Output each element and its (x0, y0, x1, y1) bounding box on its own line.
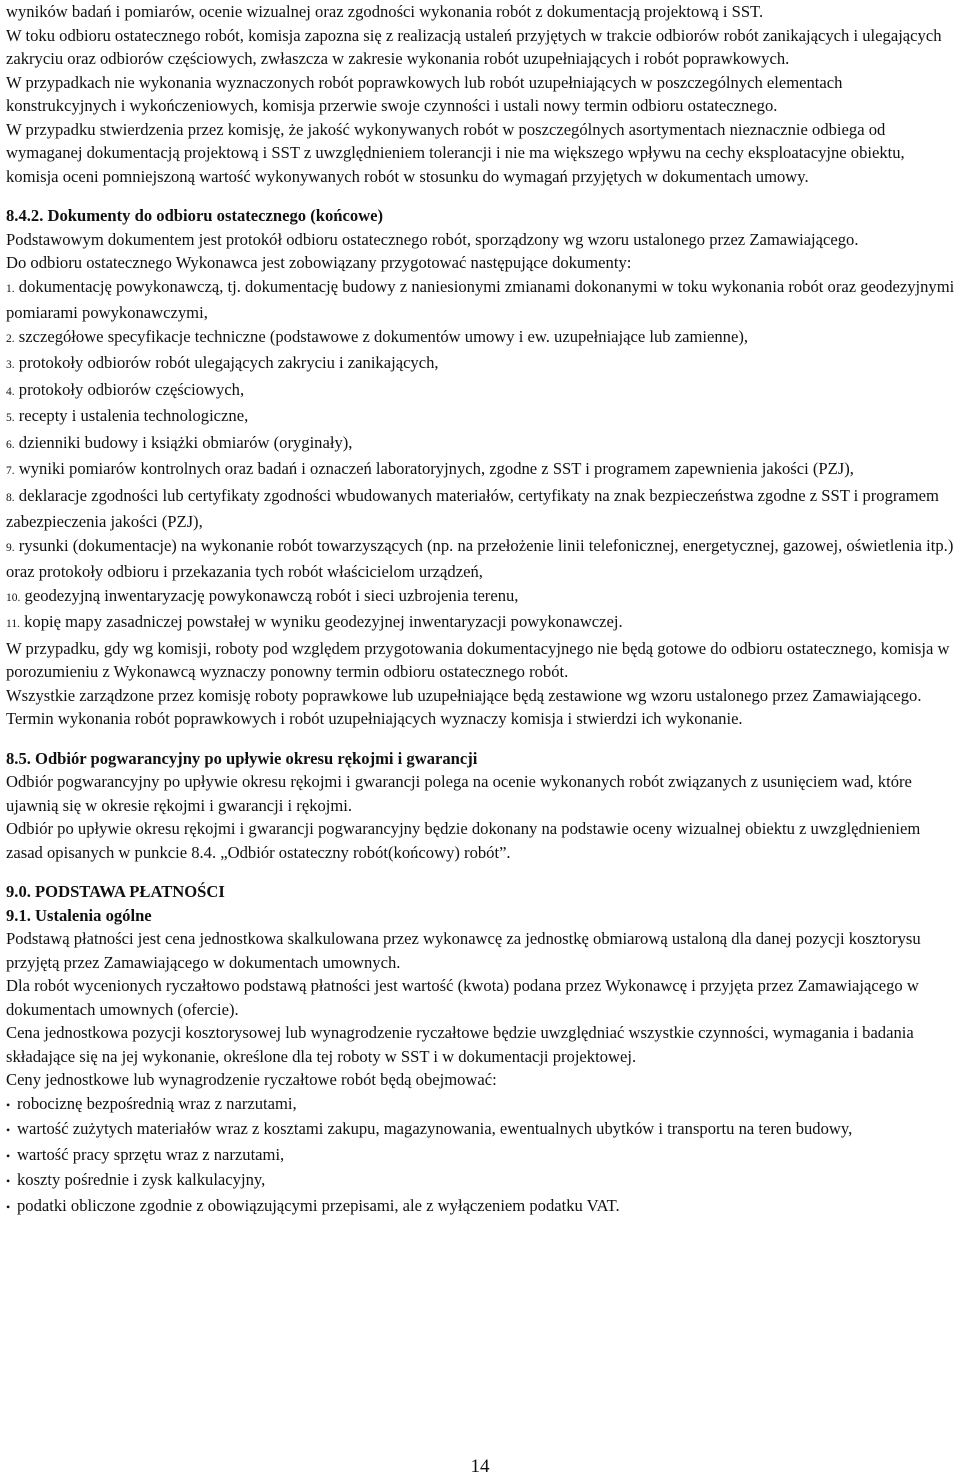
list-item (6, 457, 956, 484)
bullet-item (6, 1194, 956, 1220)
list-item (6, 610, 956, 637)
list-item-number: 7. (6, 465, 15, 477)
list-item-number: 4. (6, 385, 15, 398)
bullet-text: koszty pośrednie i zysk kalkulacyjny, (17, 1170, 266, 1189)
bullet-text: wartość zużytych materiałów wraz z kosztami zakupu, magazynowania, ewentualnych ubytków i transportu na teren budowy, (17, 1119, 853, 1138)
bullet-text: robociznę bezpośrednią wraz z narzutami, (17, 1093, 297, 1113)
intro-paragraph-1: W toku odbioru ostatecznego robót, komisja zapozna się z realizacją ustaleń przyjętych w trakcie odbiorów robót zanikających i ulegających zakryciu oraz odbiorów częściowych, zwłaszcza w zakresie wykonania robót uzupełniających i robót poprawkowych. (6, 25, 942, 68)
list-item-text: dokumentację powykonawczą, tj. dokumentację budowy z naniesionymi zmianami dokonanymi w toku wykonania robót oraz geodezyjnymi pomiarami powykonawczymi, (6, 276, 955, 322)
list-item (6, 325, 956, 352)
section-subheading-91: 9.1. Ustalenia ogólne (6, 905, 152, 925)
section-gap (6, 864, 956, 880)
s91-paragraph-4: Ceny jednostkowe lub wynagrodzenie ryczałtowe robót będą obejmować: (6, 1070, 497, 1089)
bullet-icon: • (6, 1097, 11, 1112)
s842-paragraph-4: Wszystkie zarządzone przez komisję roboty poprawkowe lub uzupełniające będą zestawione wg wzoru ustalonego przez Zamawiającego. (6, 685, 922, 705)
s91-paragraph-2: Dla robót wycenionych ryczałtowo podstawą płatności jest wartość (kwota) podana przez Wykonawcę i przyjęta przez Zamawiającego w dokumentach umownych (ofercie). (6, 976, 919, 1019)
bullet-icon: • (6, 1123, 11, 1137)
bullet-item (6, 1168, 956, 1194)
list-item-text: recepty i ustalenia technologiczne, (18, 406, 249, 425)
s91-paragraph-1: Podstawą płatności jest cena jednostkowa skalkulowana przez wykonawcę za jednostkę obmiarową ustaloną dla danej pozycji kosztorysu przyjętą przez Zamawiającego w dokumentach umownych. (6, 929, 921, 972)
section-gap (6, 188, 956, 204)
s842-paragraph-2: Do odbioru ostatecznego Wykonawca jest zobowiązany przygotować następujące dokumenty: (6, 253, 632, 272)
s85-paragraph-2: Odbiór po upływie okresu rękojmi i gwarancji pogwarancyjny będzie dokonany na podstawie oceny wizualnej obiektu z uwzględnieniem zasad opisanych w punkcie 8.4. „Odbiór ostateczny robót(końcowy) robót”. (6, 819, 921, 862)
section-heading-85: 8.5. Odbiór pogwarancyjny po upływie okresu rękojmi i gwarancji (6, 748, 478, 768)
list-item-text: szczegółowe specyfikacje techniczne (podstawowe z dokumentów umowy i ew. uzupełniające lub zamienne), (18, 326, 748, 346)
s842-paragraph-5: Termin wykonania robót poprawkowych i robót uzupełniających wyznaczy komisja i stwierdzi ich wykonanie. (6, 709, 743, 728)
bullet-text: wartość pracy sprzętu wraz z narzutami, (17, 1144, 285, 1164)
list-item-text: rysunki (dokumentacje) na wykonanie robót towarzyszących (np. na przełożenie linii telefonicznej, energetycznej, gazowej, oświetlenia itp.) oraz protokoły odbioru i przekazania tych robót właścicielom urządzeń, (6, 535, 954, 581)
list-item-number: 1. (6, 282, 15, 295)
intro-continuation: wyników badań i pomiarów, ocenie wizualnej oraz zgodności wykonania robót z dokumentacją projektową i SST. (6, 2, 764, 21)
bullet-icon: • (6, 1199, 11, 1214)
list-item-text: dzienniki budowy i książki obmiarów (oryginały), (18, 432, 353, 452)
document-page (6, 0, 956, 1219)
list-item (6, 404, 956, 431)
list-item-number: 8. (6, 491, 15, 504)
list-item (6, 484, 956, 534)
intro-paragraph-3: W przypadku stwierdzenia przez komisję, że jakość wykonywanych robót w poszczególnych asortymentach nieznacznie odbiega od wymaganej dokumentacją projektową i SST z uwzględnieniem tolerancji i nie ma większego wpływu na cechy eksploatacyjne obiektu, komisja oceni pomniejszoną wartość wykonywanych robót w stosunku do wymagań przyjętych w dokumentach umowy. (6, 119, 905, 186)
bullet-icon: • (6, 1174, 11, 1188)
list-item-text: deklaracje zgodności lub certyfikaty zgodności wbudowanych materiałów, certyfikaty na znak bezpieczeństwa zgodne z SST i programem zabezpieczenia jakości (PZJ), (6, 485, 939, 531)
list-item-number: 6. (6, 438, 15, 451)
bullet-item (6, 1143, 956, 1169)
list-item-number: 5. (6, 412, 15, 424)
list-item-number: 9. (6, 541, 15, 554)
section-heading-90: 9.0. PODSTAWA PŁATNOŚCI (6, 882, 225, 901)
list-item (6, 584, 956, 611)
list-item-number: 11. (6, 618, 20, 630)
list-item (6, 431, 956, 458)
list-item (6, 275, 956, 325)
bullet-icon: • (6, 1148, 11, 1163)
bullet-text: podatki obliczone zgodnie z obowiązującymi przepisami, ale z wyłączeniem podatku VAT. (17, 1195, 620, 1215)
s85-paragraph-1: Odbiór pogwarancyjny po upływie okresu rękojmi i gwarancji polega na ocenie wykonanych robót związanych z usunięciem wad, które ujawnią się w okresie rękojmi i gwarancji i rękojmi. (6, 772, 912, 815)
section-gap (6, 731, 956, 747)
s842-paragraph-1: Podstawowym dokumentem jest protokół odbioru ostatecznego robót, sporządzony wg wzoru ustalonego przez Zamawiającego. (6, 229, 859, 249)
s842-paragraph-3: W przypadku, gdy wg komisji, roboty pod względem przygotowania dokumentacyjnego nie będą gotowe do odbioru ostatecznego, komisja w porozumieniu z Wykonawcą wyznaczy ponowny termin odbioru ostatecznego robót. (6, 638, 950, 681)
s91-paragraph-3: Cena jednostkowa pozycji kosztorysowej lub wynagrodzenie ryczałtowe będzie uwzględniać wszystkie czynności, wymagania i badania składające się na jej wykonanie, określone dla tej roboty w SST i w dokumentacji projektowej. (6, 1023, 914, 1066)
list-item (6, 378, 956, 405)
intro-paragraph-2: W przypadkach nie wykonania wyznaczonych robót poprawkowych lub robót uzupełniających w poszczególnych elementach konstrukcyjnych i wykończeniowych, komisja przerwie swoje czynności i ustali nowy termin odbioru ostatecznego. (6, 72, 843, 115)
list-item-number: 3. (6, 359, 15, 371)
list-item-number: 2. (6, 332, 15, 345)
list-item (6, 351, 956, 378)
bullet-item (6, 1117, 956, 1143)
list-item-text: wyniki pomiarów kontrolnych oraz badań i oznaczeń laboratoryjnych, zgodne z SST i programem zapewnienia jakości (PZJ), (18, 459, 854, 478)
list-item-text: geodezyjną inwentaryzację powykonawczą robót i sieci uzbrojenia terenu, (24, 585, 519, 605)
list-item (6, 534, 956, 584)
list-item-text: protokoły odbiorów robót ulegających zakryciu i zanikających, (18, 353, 439, 372)
list-item-number: 10. (6, 591, 21, 604)
list-item-text: protokoły odbiorów częściowych, (18, 379, 245, 399)
section-heading-842: 8.4.2. Dokumenty do odbioru ostatecznego (końcowe) (6, 206, 384, 225)
page-number: 14 (470, 1456, 490, 1477)
bullet-item (6, 1092, 956, 1118)
list-item-text: kopię mapy zasadniczej powstałej w wyniku geodezyjnej inwentaryzacji powykonawczej. (24, 612, 623, 631)
